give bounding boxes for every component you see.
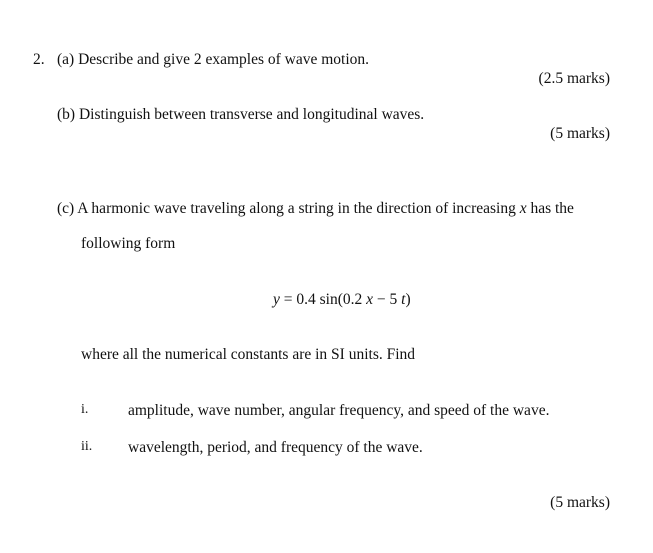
part-c-marks: (5 marks): [550, 494, 610, 511]
equation-x: x: [366, 291, 374, 308]
equation-eq: = 0.4 sin(0.2: [279, 291, 367, 308]
question-number: 2.: [33, 51, 45, 68]
wave-equation: [273, 291, 411, 309]
equation-mid: − 5: [373, 291, 402, 308]
part-b-text: (b) Distinguish between transverse and longitudinal waves.: [57, 106, 425, 123]
part-c-intro-line2: following form: [81, 235, 176, 252]
part-c-intro-start: (c) A harmonic wave traveling along a string in the direction of increasing: [57, 200, 516, 217]
equation-t: t: [401, 291, 406, 308]
part-a-marks: (2.5 marks): [538, 70, 610, 87]
item-ii-text: wavelength, period, and frequency of the wave.: [128, 439, 423, 456]
item-i-number: i.: [81, 402, 89, 417]
item-i-text: amplitude, wave number, angular frequency, and speed of the wave.: [128, 402, 550, 419]
part-c-intro: [57, 200, 574, 218]
part-a-text: (a) Describe and give 2 examples of wave motion.: [57, 51, 370, 68]
part-c-intro-end: has the: [530, 200, 574, 217]
item-ii-number: ii.: [81, 439, 93, 454]
part-c-intro-var: x: [519, 200, 527, 217]
equation-lhs: y: [273, 291, 280, 308]
equation-close: ): [405, 291, 411, 308]
part-c-where: where all the numerical constants are in SI units. Find: [81, 346, 416, 363]
part-b-marks: (5 marks): [550, 125, 610, 142]
